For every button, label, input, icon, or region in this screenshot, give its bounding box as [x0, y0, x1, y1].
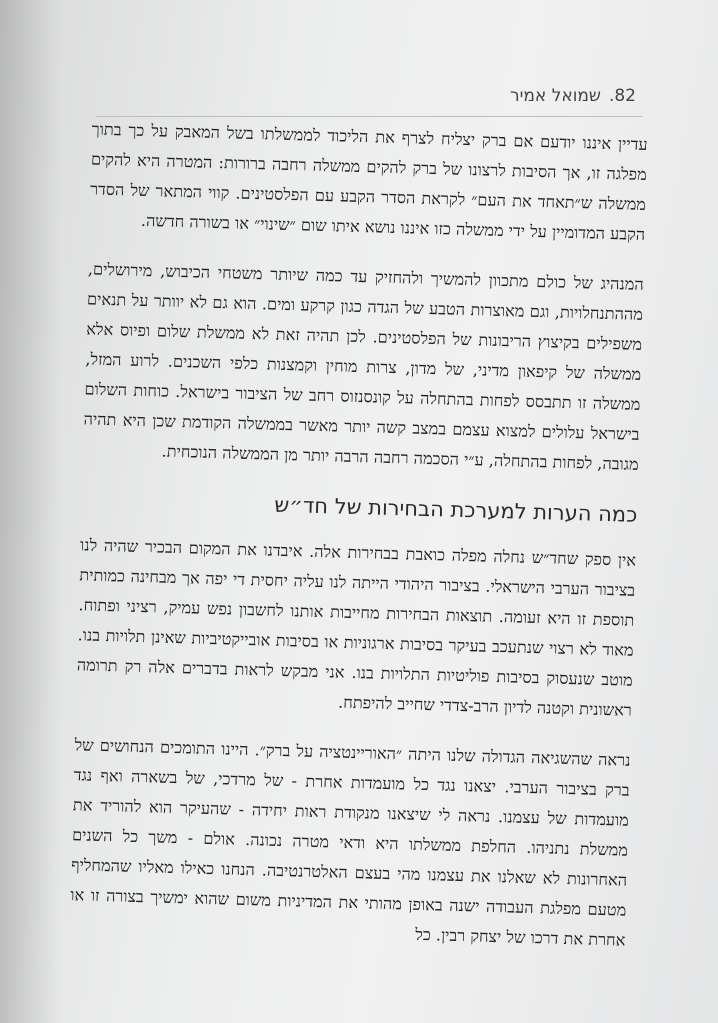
page-body [69, 114, 648, 975]
page-number: 82. [608, 86, 636, 106]
paragraph: נראה שהשגיאה הגדולה שלנו היתה ״האוריינטציה על ברק״. היינו התומכים הנחושים של ברק בציבור הערבי. יצאנו נגד כל מועמדות אחרת - של מרדכי, של בשארה ואף נגד מועמדות של עצמנו. נראה לי שיצאנו מנקודת ראות יחידה - שהעיקר הוא להוריד את ממשלת נתניהו. החלפת ממשלתו היא ודאי מטרה נכונה. אולם - משך כל השנים האחרונות לא שאלנו את עצמנו מהי בעצם האלטרנטיבה. הנחנו כאילו מאליו שהמחליף מטעם מפלגת העבודה ישנה באופן מהותי את המדיניות משום שהוא ימשיך בצורה זו או אחרת את דרכו של יצחק רבין. כל [70, 735, 631, 950]
author-name: שמואל אמיר [509, 86, 601, 106]
paragraph: אין ספק שחד״ש נחלה מפלה כואבת בבחירות אלה. איבדנו את המקום הבכיר שהיה לנו בציבור הערבי הישראלי. בציבור היהודי הייתה לנו עליה יחסית די יפה אך מבחינה כמותית תוספת זו היא זעומה. תוצאות הבחירות מחייבות אותנו לחשבון נפש עמיק, רציני ופתוח. מאוד לא רצוי שנתעכב בעיקר בסיבות ארגוניות או בסיבות אובייקטיביות שאינן תלויות בנו. מוטב שנעסוק בסיבות פוליטיות התלויות בנו. אני מבקש לראות בדברים אלה רק תרומה ראשונית וקטנה לדיון הרב-צדדי שחייב להיפתח. [76, 535, 637, 720]
running-header [510, 86, 636, 106]
paragraph: עדיין איננו יודעם אם ברק יצליח לצרף את הליכוד לממשלתו בשל המאבק על כך בתוך מפלגה זו, אך הסיבות לרצונו של ברק להקים ממשלה רחבה ברורות: המטרה היא להקים ממשלה ש״תאחד את העם״ לקראת הסדר הקבע עם הפלסטינים. קווי המתאר של הסדר הקבע המדומיין על ידי ממשלה כזו איננו נושא איתו שום ״שינוי״ או בשורה חדשה. [89, 119, 648, 244]
binding-shadow [0, 0, 60, 1023]
section-heading: כמה הערות למערכת הבחירות של חד״ש [274, 492, 638, 527]
paragraph: המנהיג של כולם מתכוון להמשיך ולהחזיק עד כמה שיותר משטחי הכיבוש, מירושלים, מההתנחלויות, וגם מאוצרות הטבע של הגדה כגון קרקע ומים. הוא גם לא יוותר על תנאים משפילים בקיצוץ הריבונות של הפלסטינים. לכן תהיה זאת לא ממשלת שלום ופיוס אלא ממשלה של קיפאון מדיני, של מדון, צרות מוחין וקמצנות כלפי השכנים. לרוע המזל, ממשלה זו תתבסס לפחות בהתחלה על קונסנזוס רחב של הציבור בישראל. כוחות השלום בישראל עלולים למצוא עצמם במצב קשה יותר מאשר בממשלה הקודמת שכן היא תהיה מגובה, לפחות בהתחלה, ע״י הסכמה רחבה הרבה יותר מן הממשלה הנוכחית. [83, 259, 644, 474]
